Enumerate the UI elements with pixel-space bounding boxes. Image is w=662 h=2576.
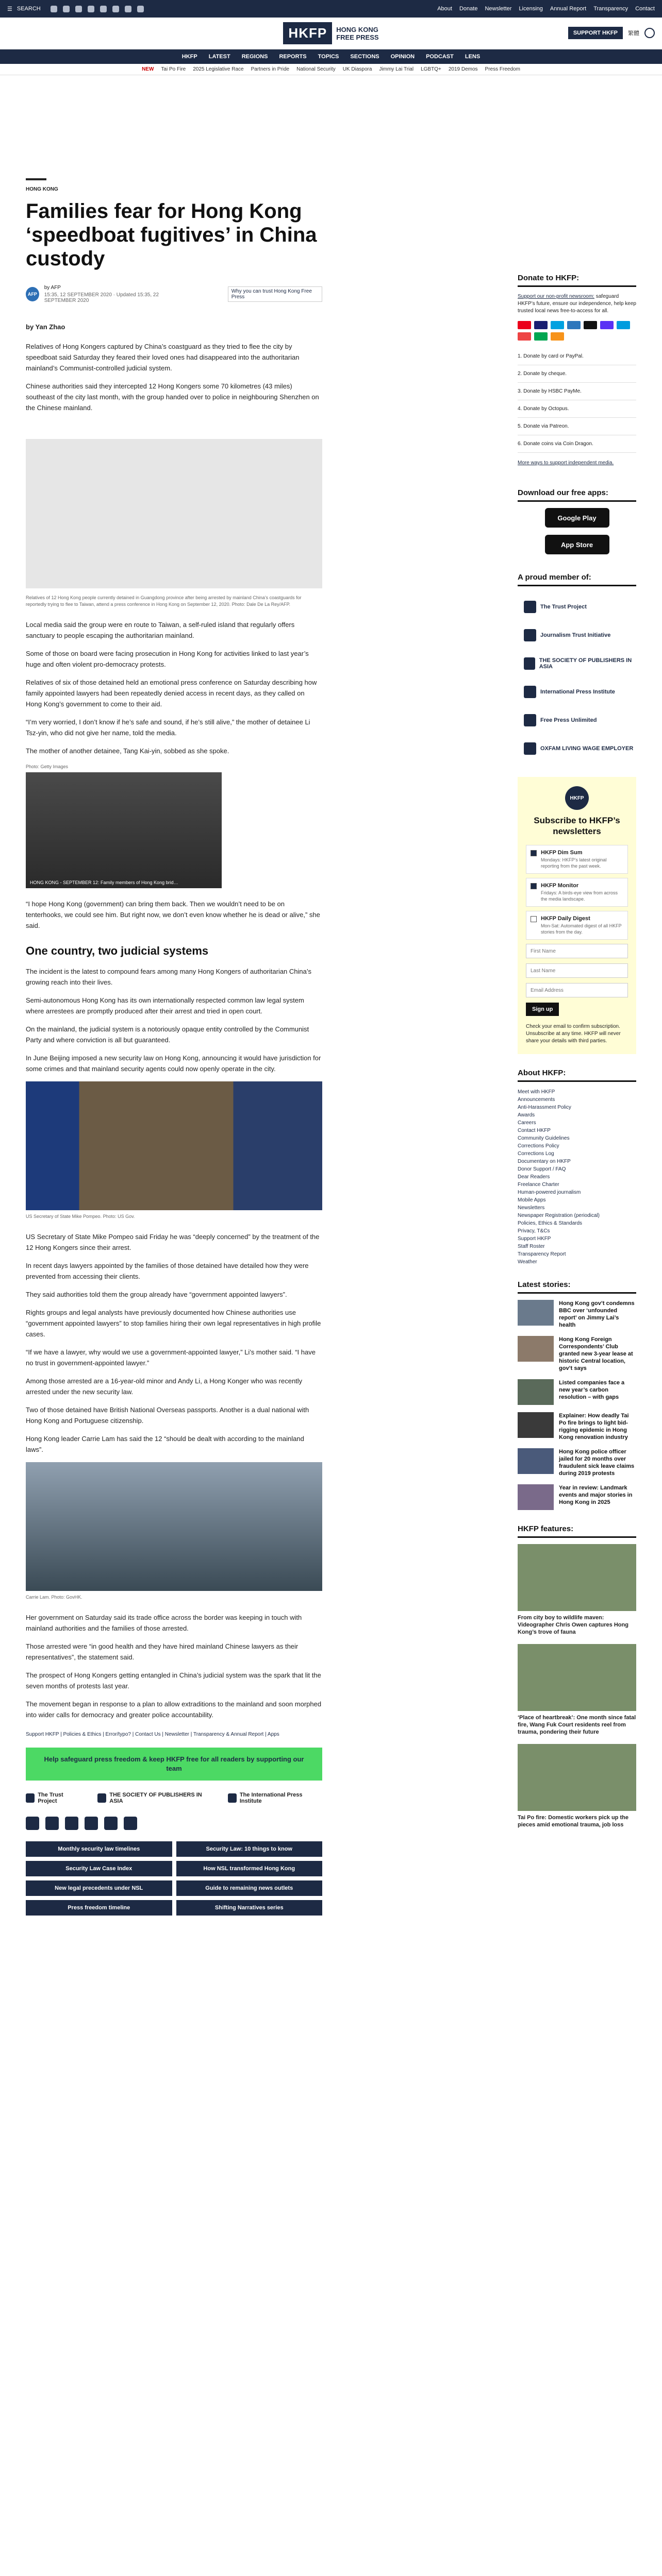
topic-tiles (26, 1841, 322, 1916)
partner-logo[interactable] (26, 1792, 82, 1804)
social-links (51, 6, 144, 12)
story-title[interactable]: Hong Kong gov’t condemns BBC over ‘unfounded report’ on Jimmy Lai’s health (559, 1300, 635, 1328)
topic-tile[interactable]: Guide to remaining news outlets (176, 1880, 323, 1896)
member-logo-name: OXFAM LIVING WAGE EMPLOYER (540, 745, 634, 752)
about-link[interactable]: Donor Support / FAQ (518, 1166, 566, 1172)
signup-button[interactable]: Sign up (526, 1003, 559, 1016)
main-nav-item[interactable]: SECTIONS (350, 54, 379, 60)
pompeo-photo (26, 1081, 322, 1210)
threads-icon[interactable] (125, 6, 131, 12)
trust-badge[interactable]: Why you can trust Hong Kong Free Press (228, 286, 322, 302)
story-title[interactable]: Listed companies face a new year’s carbon resolution – with gaps (559, 1380, 625, 1400)
topic-tile[interactable]: Shifting Narratives series (176, 1900, 323, 1916)
about-link[interactable]: Meet with HKFP (518, 1089, 555, 1095)
about-link[interactable]: Staff Roster (518, 1244, 545, 1249)
search-icon[interactable] (644, 28, 655, 38)
paragraph: Semi-autonomous Hong Kong has its own internationally respected common law legal system where arrestees are promptly produced after their arrest and tried in open court. (26, 996, 304, 1015)
share-telegram-icon[interactable] (85, 1817, 98, 1830)
share-whatsapp-icon[interactable] (65, 1817, 78, 1830)
paragraph: US Secretary of State Mike Pompeo said Friday he was “deeply concerned” by the treatment of the 12 Hong Kongers since their arrest. (26, 1233, 320, 1251)
telegram-icon[interactable] (112, 6, 119, 12)
apps-heading: Download our free apps: (518, 488, 636, 502)
hot-topic-link[interactable]: Press Freedom (485, 66, 520, 72)
menu-icon[interactable]: ☰ (7, 6, 12, 12)
member-logo-icon (524, 686, 536, 698)
top-link[interactable]: Contact (635, 6, 655, 12)
hero-caption: Relatives of 12 Hong Kong people currently detained in Guangdong province after being arrested by mainland China’s coastguards for reportedly trying to flee to Taiwan, attend a press conference in Hong Kong on September 12, 2020. Photo: Dale De La Rey/AFP. (26, 595, 302, 607)
article-kicker[interactable]: HONG KONG (26, 187, 58, 192)
payment-card-icon (518, 332, 531, 341)
payment-card-icon (584, 321, 597, 329)
instagram-icon[interactable] (75, 6, 82, 12)
member-heading: A proud member of: (518, 573, 636, 586)
feature-image[interactable] (518, 1744, 636, 1811)
partner-icon (26, 1793, 35, 1803)
partner-icon (97, 1793, 106, 1803)
photo2-caption: US Secretary of State Mike Pompeo. Photo: US Gov. (26, 1214, 135, 1219)
about-link[interactable]: Anti-Harassment Policy (518, 1105, 571, 1110)
google-play-button[interactable]: Google Play (545, 508, 609, 528)
partner-name: THE SOCIETY OF PUBLISHERS IN ASIA (109, 1792, 202, 1804)
paragraph: The mother of another detainee, Tang Kai-yin, sobbed as she spoke. (26, 747, 229, 755)
about-link[interactable]: Awards (518, 1112, 535, 1118)
latest-story[interactable] (518, 1412, 636, 1441)
latest-heading: Latest stories: (518, 1280, 636, 1294)
partner-name: The International Press Institute (239, 1792, 303, 1804)
latest-story[interactable] (518, 1379, 636, 1405)
feature-title[interactable]: Tai Po fire: Domestic workers pick up the pieces amid emotional trauma, job loss (518, 1815, 628, 1828)
hot-topic-link[interactable]: National Security (296, 66, 336, 72)
newsletter-option-desc: Mon-Sat: Automated digest of all HKFP stories from the day. (541, 923, 622, 935)
member-logo[interactable] (518, 621, 636, 649)
about-link[interactable]: Corrections Log (518, 1151, 554, 1157)
feature-image[interactable] (518, 1544, 636, 1611)
partner-logos (26, 1792, 322, 1804)
paragraph: Two of those detained have British National Overseas passports. Another is a dual national with Hong Kong and Portuguese citizenship. (26, 1406, 309, 1425)
topic-tile[interactable]: Monthly security law timelines (26, 1841, 172, 1857)
about-link[interactable]: Weather (518, 1259, 537, 1265)
partner-name: The Trust Project (38, 1792, 63, 1804)
member-logo-icon (524, 657, 535, 670)
payment-card-icon (600, 321, 614, 329)
story-title[interactable]: Year in review: Landmark events and major stories in Hong Kong in 2025 (559, 1485, 633, 1505)
hot-topic-link[interactable]: 2025 Legislative Race (193, 66, 244, 72)
topic-tile[interactable]: How NSL transformed Hong Kong (176, 1861, 323, 1876)
support-button[interactable]: SUPPORT HKFP (568, 27, 623, 39)
feature-title[interactable]: ‘Place of heartbreak’: One month since fatal fire, Wang Fuk Court residents reel from trauma, pondering their future (518, 1715, 636, 1735)
newsletter-option[interactable] (526, 878, 628, 907)
topic-tile[interactable]: Security Law Case Index (26, 1861, 172, 1876)
paragraph: In June Beijing imposed a new security law on Hong Kong, announcing it would have jurisdiction for some crimes and that mainland security agents could now openly operate in the city. (26, 1054, 321, 1073)
donate-option[interactable]: 6. Donate coins via Coin Dragon. (518, 435, 636, 453)
newsletter-checkbox[interactable] (531, 916, 537, 922)
hot-topic-link[interactable]: LGBTQ+ (421, 66, 441, 72)
first-name-input[interactable] (526, 944, 628, 958)
author-avatar[interactable]: AFP (26, 287, 39, 301)
paragraph: “I’m very worried, I don’t know if he’s safe and sound, if he’s still alive,” the mother of detainee Li Tsz-yin, who did not give her name, told the media. (26, 718, 310, 737)
payment-card-icon (534, 332, 548, 341)
byline-source[interactable]: by AFP (44, 285, 61, 291)
payment-card-icon (567, 321, 581, 329)
article-author: by Yan Zhao (26, 323, 65, 331)
paragraph: The incident is the latest to compound fears among many Hong Kongers of authoritarian China’s growing reach into their lives. (26, 968, 312, 986)
story-thumbnail[interactable] (518, 1300, 554, 1326)
about-link[interactable]: Newsletters (518, 1205, 545, 1211)
newsletter-option-title: HKFP Daily Digest (541, 916, 590, 922)
member-logo[interactable] (518, 706, 636, 734)
share-facebook-icon[interactable] (26, 1817, 39, 1830)
about-link[interactable]: Privacy, T&Cs (518, 1228, 550, 1234)
about-link[interactable]: Announcements (518, 1097, 555, 1103)
main-nav-item[interactable]: TOPICS (318, 54, 339, 60)
payment-card-icon (534, 321, 548, 329)
member-logo-icon (524, 629, 536, 641)
member-logo-icon (524, 714, 536, 726)
donate-widget (518, 274, 636, 466)
share-link-icon[interactable] (124, 1817, 137, 1830)
about-link[interactable]: Policies, Ethics & Standards (518, 1221, 583, 1226)
paragraph: Hong Kong leader Carrie Lam has said the 12 “should be dealt with according to the mainland laws”. (26, 1435, 304, 1453)
story-title[interactable]: Explainer: How deadly Tai Po fire brings to light bid-rigging epidemic in Hong Kong renovation industry (559, 1413, 629, 1440)
topic-tile[interactable]: New legal precedents under NSL (26, 1880, 172, 1896)
member-logo-name: THE SOCIETY OF PUBLISHERS IN ASIA (539, 657, 632, 670)
hot-topic-link[interactable]: UK Diaspora (342, 66, 372, 72)
newsletter-logo: HKFP (565, 786, 589, 810)
paragraph: Those arrested were “in good health and they have hired mainland Chinese lawyers as their representatives”, the statement said. (26, 1642, 299, 1661)
main-nav-item[interactable]: REPORTS (279, 54, 307, 60)
hot-topics-nav (0, 64, 662, 75)
about-link[interactable]: Mobile Apps (518, 1197, 546, 1203)
share-email-icon[interactable] (104, 1817, 118, 1830)
paragraph: Her government on Saturday said its trade office across the border was keeping in touch with mainland authorities and the families of those arrested. (26, 1614, 302, 1632)
hot-topic-link[interactable]: Jimmy Lai Trial (379, 66, 414, 72)
carrie-lam-photo (26, 1462, 322, 1591)
newsletter-option[interactable] (526, 845, 628, 874)
main-nav-item[interactable]: OPINION (390, 54, 415, 60)
byline (26, 285, 322, 303)
app-store-button[interactable]: App Store (545, 535, 609, 554)
main-nav (0, 49, 662, 64)
paragraph: Among those arrested are a 16-year-old minor and Andy Li, a Hong Konger who was recently arrested under the new security law. (26, 1377, 303, 1396)
about-heading: About HKFP: (518, 1069, 636, 1082)
payment-card-icon (551, 332, 564, 341)
paragraph: Chinese authorities said they intercepted 12 Hong Kongers some 70 kilometres (43 miles) southeast of the city last month, with the group handed over to police in neighbouring Shenzhen on the Chinese mainland. (26, 382, 319, 412)
donate-option[interactable]: 2. Donate by cheque. (518, 365, 636, 383)
linkedin-icon[interactable] (100, 6, 107, 12)
about-link[interactable]: Support HKFP (518, 1236, 551, 1242)
paragraph: Local media said the group were en route to Taiwan, a self-ruled island that regularly offers sanctuary to people escaping the authoritarian mainland. (26, 621, 295, 639)
donate-option[interactable]: 5. Donate via Patreon. (518, 418, 636, 435)
story-title[interactable]: Hong Kong Foreign Correspondents’ Club granted new 3-year lease at historic Central location, gov’t says (559, 1336, 633, 1371)
about-link[interactable]: Newspaper Registration (periodical) (518, 1213, 600, 1218)
main-nav-item[interactable]: PODCAST (426, 54, 454, 60)
newsletter-heading: Subscribe to HKFP’s newsletters (534, 816, 620, 836)
facebook-icon[interactable] (51, 6, 57, 12)
about-link[interactable]: Corrections Policy (518, 1143, 559, 1149)
member-logo-name: The Trust Project (540, 603, 587, 610)
newsletter-option[interactable] (526, 911, 628, 940)
publish-date: 15:35, 12 SEPTEMBER 2020 · Updated 15:35, 22 SEPTEMBER 2020 (44, 292, 159, 303)
latest-story[interactable] (518, 1336, 636, 1372)
feature-story[interactable] (518, 1744, 636, 1828)
about-link[interactable]: Documentary on HKFP (518, 1159, 571, 1164)
paragraph: Rights groups and legal analysts have previously documented how Chinese authorities use “government appointed lawyers” to stop families hiring their own legal representatives in high profile cases. (26, 1309, 321, 1338)
story-title[interactable]: Hong Kong police officer jailed for 20 months over fraudulent sick leave claims during 2019 protests (559, 1449, 635, 1477)
top-link[interactable]: Annual Report (550, 6, 587, 12)
story-thumbnail[interactable] (518, 1484, 554, 1510)
about-link[interactable]: Transparency Report (518, 1251, 566, 1257)
article-title: Families fear for Hong Kong ‘speedboat fugitives’ in China custody (26, 200, 317, 270)
feature-image[interactable] (518, 1644, 636, 1711)
top-links (437, 6, 655, 12)
topic-tile[interactable]: Security Law: 10 things to know (176, 1841, 323, 1857)
youtube-icon[interactable] (88, 6, 94, 12)
about-link[interactable]: Contact HKFP (518, 1128, 551, 1133)
payment-card-icon (518, 321, 531, 329)
payment-card-icon (551, 321, 564, 329)
partner-icon (228, 1793, 237, 1803)
paragraph: Some of those on board were facing prosecution in Hong Kong for activities linked to last year’s huge and often violent pro-democracy protests. (26, 650, 309, 668)
donate-heading: Donate to HKFP: (518, 274, 636, 287)
site-logo[interactable] (283, 22, 378, 44)
member-logo-name: International Press Institute (540, 688, 615, 695)
logo-mark: HKFP (283, 22, 332, 44)
member-logo[interactable] (518, 677, 636, 706)
feature-story[interactable] (518, 1544, 636, 1636)
press-conference-photo (26, 772, 222, 888)
top-link[interactable]: Licensing (519, 6, 543, 12)
paragraph: Relatives of six of those detained held an emotional press conference on Saturday describing how family appointed lawyers had been repeatedly denied access in recent days, as they called on Hong Kong’s government to come to their aid. (26, 679, 317, 708)
share-x-icon[interactable] (45, 1817, 59, 1830)
payment-cards (518, 321, 636, 341)
support-banner[interactable]: Help safeguard press freedom & keep HKFP free for all readers by supporting our team (26, 1748, 322, 1781)
newsletter-option-title: HKFP Monitor (541, 883, 579, 889)
about-link[interactable]: Careers (518, 1120, 536, 1126)
features-heading: HKFP features: (518, 1524, 636, 1538)
member-logo-icon (524, 742, 536, 755)
photo1-credit: Photo: Getty Images (26, 764, 69, 769)
about-link[interactable]: Dear Readers (518, 1174, 550, 1180)
sidebar (518, 75, 636, 1924)
payment-card-icon (617, 321, 630, 329)
search-link[interactable]: SEARCH (16, 6, 41, 12)
topic-tile[interactable]: Press freedom timeline (26, 1900, 172, 1916)
donate-option[interactable]: 3. Donate by HSBC PayMe. (518, 383, 636, 400)
section-heading: One country, two judicial systems (26, 944, 209, 957)
member-logo[interactable] (518, 592, 636, 621)
new-badge: NEW (142, 66, 154, 72)
about-link[interactable]: Community Guidelines (518, 1136, 570, 1141)
feature-title[interactable]: From city boy to wildlife maven: Videographer Chris Owen captures Hong Kong’s trove of fauna (518, 1615, 628, 1635)
paragraph: Relatives of Hong Kongers captured by China’s coastguard as they tried to flee the city by speedboat said Saturday they feared their loved ones had disappeared into the authoritarian mainland’s Communist-controlled judicial system. (26, 343, 300, 372)
newsletter-checkbox[interactable] (531, 850, 537, 856)
newsletter-note: Check your email to confirm subscription. Unsubscribe at any time. HKFP will never share your details with third parties. (526, 1024, 621, 1044)
top-bar (0, 0, 662, 18)
latest-story[interactable] (518, 1300, 636, 1329)
logo-text: HONG KONG FREE PRESS (336, 25, 379, 41)
member-logo-name: Free Press Unlimited (540, 717, 597, 723)
hot-topic-link[interactable]: Partners in Pride (251, 66, 290, 72)
email-input[interactable] (526, 983, 628, 997)
member-logo-name: Journalism Trust Initiative (540, 632, 611, 638)
rss-icon[interactable] (137, 6, 144, 12)
top-link[interactable]: Donate (459, 6, 478, 12)
newsletter-option-title: HKFP Dim Sum (541, 850, 583, 856)
latest-story[interactable] (518, 1484, 636, 1510)
member-logo[interactable] (518, 649, 636, 677)
newsletter-option-desc: Mondays: HKFP’s latest original reporting from the past week. (541, 857, 607, 869)
main-nav-item[interactable]: REGIONS (241, 54, 268, 60)
hot-topic-link[interactable]: Tai Po Fire (161, 66, 186, 72)
partner-logo[interactable] (97, 1792, 212, 1804)
paragraph: “I hope Hong Kong (government) can bring them back. Then we wouldn’t need to be on tenterhooks, we could see him. But right now, we don’t even know whether he is dead or alive,” she said. (26, 900, 320, 929)
paragraph: They said authorities told them the group already have “government appointed lawyers”. (26, 1291, 287, 1298)
share-buttons (26, 1817, 322, 1830)
main-nav-item[interactable]: LATEST (208, 54, 230, 60)
paragraph: The movement began in response to a plan to allow extraditions to the mainland and soon morphed into wider calls for democracy and greater police accountability. (26, 1700, 322, 1719)
donate-option[interactable]: 4. Donate by Octopus. (518, 400, 636, 418)
donate-option[interactable]: 1. Donate by card or PayPal. (518, 348, 636, 365)
member-logo-icon (524, 601, 536, 613)
language-switch[interactable]: 繁體 (628, 30, 639, 37)
story-thumbnail[interactable] (518, 1379, 554, 1405)
paragraph: The prospect of Hong Kongers getting entangled in China’s judicial system was the spark that lit the seven months of protests last year. (26, 1671, 321, 1690)
article (26, 75, 322, 1924)
photo3-caption: Carrie Lam. Photo: GovHK. (26, 1595, 82, 1600)
partner-logo[interactable] (228, 1792, 322, 1804)
site-header (0, 18, 662, 49)
last-name-input[interactable] (526, 963, 628, 978)
top-link[interactable]: Newsletter (485, 6, 512, 12)
more-ways-link[interactable]: More ways to support independent media. (518, 460, 614, 466)
footer-links[interactable]: Support HKFP | Policies & Ethics | Error/typo? | Contact Us | Newsletter | Transparency & Annual Report | Apps (26, 1732, 279, 1737)
donate-description: Support our non-profit newsroom: safeguard HKFP’s future, ensure our independence, help keep trusted local news free-to-access for all. (518, 294, 636, 314)
story-thumbnail[interactable] (518, 1336, 554, 1362)
story-thumbnail[interactable] (518, 1448, 554, 1474)
main-nav-item[interactable]: LENS (465, 54, 481, 60)
newsletter-checkbox[interactable] (531, 883, 537, 889)
member-logo[interactable] (518, 734, 636, 762)
about-link[interactable]: Human-powered journalism (518, 1190, 581, 1195)
latest-story[interactable] (518, 1448, 636, 1477)
paragraph: In recent days lawyers appointed by the families of those detained have detailed how they were prevented from accessing their clients. (26, 1262, 309, 1280)
main-nav-item[interactable]: HKFP (181, 54, 197, 60)
paragraph: On the mainland, the judicial system is a notoriously opaque entity controlled by the Communist Party and where conviction is all but guaranteed. (26, 1025, 309, 1044)
top-link[interactable]: Transparency (593, 6, 628, 12)
newsletter-widget (518, 777, 636, 1054)
paragraph: “If we have a lawyer, why would we use a government-appointed lawyer,” Li’s mother said. “I have no trust in government-appointed lawyer.” (26, 1348, 316, 1367)
newsletter-option-desc: Fridays: A birds-eye view from across the media landscape. (541, 890, 618, 902)
about-link[interactable]: Freelance Charter (518, 1182, 559, 1188)
hero-image-placeholder (26, 439, 322, 588)
feature-story[interactable] (518, 1644, 636, 1736)
story-thumbnail[interactable] (518, 1412, 554, 1438)
top-link[interactable]: About (437, 6, 452, 12)
x-icon[interactable] (63, 6, 70, 12)
hot-topic-link[interactable]: 2019 Demos (448, 66, 478, 72)
photo1-overlay-text: HONG KONG - SEPTEMBER 12: Family members of Hong Kong brid… (30, 880, 178, 885)
title-divider (26, 178, 46, 180)
